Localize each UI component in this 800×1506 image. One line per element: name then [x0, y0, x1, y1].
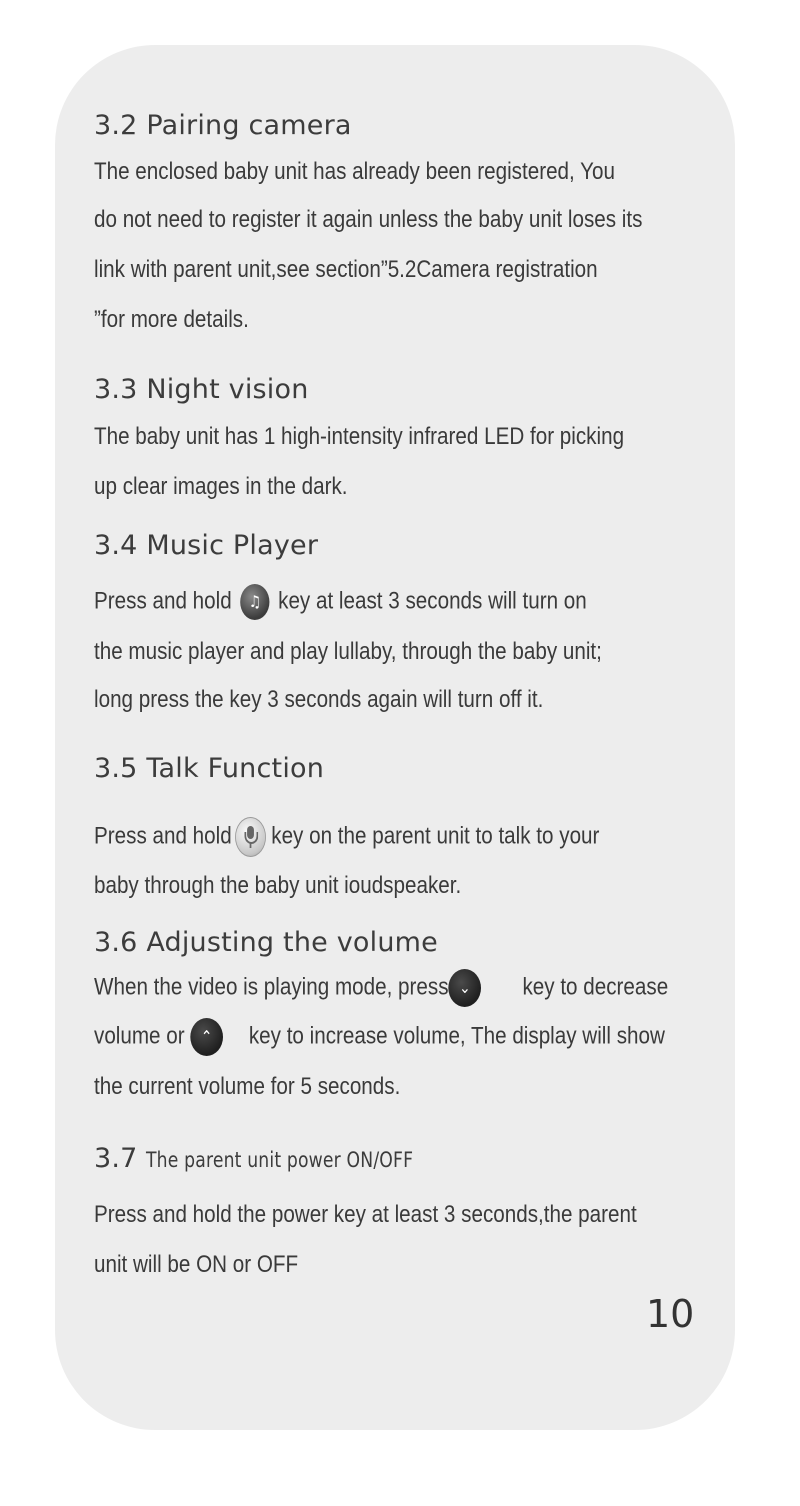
s35-line-1 [94, 817, 599, 857]
s32-line-3: link with parent unit,see section”5.2Camera registration [94, 256, 598, 283]
s35-line-1-end: key on the parent unit to talk to your [271, 822, 600, 850]
s33-line-2: up clear images in the dark. [94, 473, 348, 500]
heading-3-7-text: The parent unit power ON/OFF [146, 1148, 414, 1172]
s32-line-2: do not need to register it again unless the baby unit loses its [94, 206, 643, 233]
s33-line-1: The baby unit has 1 high-intensity infrared LED for picking [94, 423, 625, 450]
heading-3-4: 3.4 Music Player [94, 530, 319, 561]
s35-line-2: baby through the baby unit ioudspeaker. [94, 872, 462, 899]
heading-3-7-number: 3.7 [94, 1143, 138, 1174]
page-number: 10 [646, 1292, 695, 1336]
s37-line-2: unit will be ON or OFF [94, 1251, 299, 1278]
music-note-icon: ♫ [240, 584, 269, 620]
s35-line-1-start: Press and hold [94, 822, 232, 850]
s32-line-1: The enclosed baby unit has already been registered, You [94, 158, 615, 185]
heading-3-3: 3.3 Night vision [94, 374, 309, 405]
microphone-icon [235, 817, 266, 857]
heading-3-2: 3.2 Pairing camera [94, 110, 352, 141]
s37-line-1: Press and hold the power key at least 3 seconds,the parent [94, 1201, 637, 1228]
s36-line-1-start: When the video is playing mode, press [94, 973, 449, 1001]
heading-3-5: 3.5 Talk Function [94, 753, 325, 784]
s34-line-2: the music player and play lullaby, through the baby unit; [94, 638, 602, 665]
s32-line-4: ”for more details. [94, 306, 249, 333]
chevron-up-icon: ⌃ [190, 1018, 223, 1056]
chevron-down-icon: ⌄ [449, 969, 482, 1007]
heading-3-7 [94, 1143, 472, 1174]
s36-line-2-end: key to increase volume, The display will show [248, 1022, 665, 1050]
s34-line-1 [94, 584, 587, 620]
s36-line-1-end: key to decrease [522, 973, 669, 1001]
s36-line-1 [94, 969, 668, 1007]
s36-line-3: the current volume for 5 seconds. [94, 1073, 401, 1100]
s34-line-3: long press the key 3 seconds again will turn off it. [94, 686, 544, 713]
heading-3-6: 3.6 Adjusting the volume [94, 927, 438, 958]
s34-line-1-end: key at least 3 seconds will turn on [278, 587, 587, 615]
s36-line-2-start: volume or [94, 1022, 185, 1050]
s36-line-2 [94, 1018, 665, 1056]
s34-line-1-start: Press and hold [94, 587, 232, 615]
